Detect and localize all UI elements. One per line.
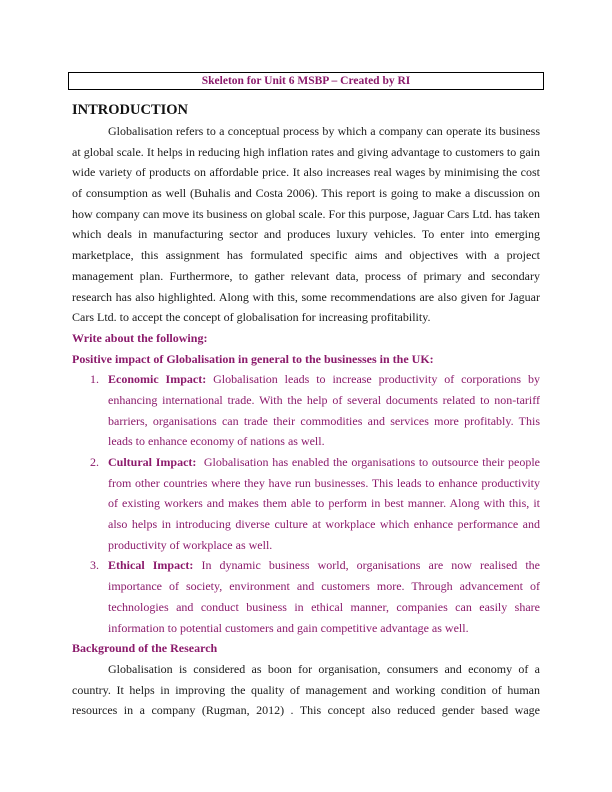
text-line [108,452,540,473]
impact-text: In dynamic business world, organisations are now realised the [193,558,540,573]
list-number: 2. [90,455,99,469]
text-line: marketplace, this assignment has formulated specific aims and objectives with a project [72,248,540,263]
list-number: 3. [90,558,99,573]
text-line: information to potential customers and gain competitive advantage as well. [108,620,469,635]
introduction-paragraph [72,121,540,328]
text-line: of existing workers and makes them able to perform in best manner. Along with this, it [108,496,540,511]
text-line: technologies and conduct business in ethical manner, companies can easily share [108,599,540,614]
text-line: productivity of workplace as well. [108,537,273,552]
text-line: at global scale. It helps in reducing high inflation rates and giving advantage to customers to gain [72,144,540,159]
positive-impact-heading: Positive impact of Globalisation in general to the businesses in the UK: [72,351,434,366]
impact-label: Cultural Impact: [108,455,197,469]
text-line: Cars Ltd. to accept the concept of globalisation for increasing profitability. [72,310,431,325]
text-line: Globalisation refers to a conceptual process by which a company can operate its business [108,124,540,138]
background-paragraph [72,659,540,721]
impact-list-item [72,555,540,638]
impact-text: Globalisation has enabled the organisations to outsource their people [196,455,540,469]
text-line: resources in a company (Rugman, 2012) . This concept also reduced gender based wage [72,703,540,718]
impact-text: Globalisation leads to increase productivity of corporations by [206,372,540,387]
impact-list [72,369,540,638]
text-line: Globalisation is considered as boon for organisation, consumers and economy of a [108,661,540,676]
background-heading: Background of the Research [72,641,218,656]
impact-label: Ethical Impact: [108,558,194,573]
text-line: enhancing international trade. With the help of several documents related to non-tariff [108,392,540,407]
text-line: importance of society, environment and customers more. Through advancement of [108,579,540,594]
introduction-heading: INTRODUCTION [72,102,189,118]
impact-list-item [72,369,540,452]
text-line: also helps in introducing diverse culture at workplace which enhance performance and [108,517,540,532]
text-line: management plan. Furthermore, to gather relevant data, process of primary and secondary [72,268,540,283]
text-line: from other countries where they have run businesses. This leads to enhance productivity [108,475,540,490]
write-about-heading: Write about the following: [72,330,208,345]
text-line: of consumption as well (Buhalis and Costa 2006). This report is going to make a discussion on [72,186,540,201]
text-line: country. It helps in improving the quality of management and working condition of human [72,682,540,697]
text-line [108,369,540,390]
impact-label: Economic Impact: [108,372,207,387]
document-header: Skeleton for Unit 6 MSBP – Created by RI [68,72,544,90]
text-line: barriers, organisations can trade their commodities and services more profitably. This [108,413,540,428]
list-number: 1. [90,372,99,387]
document-body [72,99,540,721]
text-line: how company can move its business on global scale. For this purpose, Jaguar Cars Ltd. has taken [72,206,540,221]
impact-list-item [72,452,540,555]
text-line: research has also highlighted. Along with this, some recommendations are also given for Jaguar [72,289,540,304]
text-line: leads to enhance economy of nations as well. [108,434,325,449]
text-line: which deals in manufacturing sector and produces luxury vehicles. To enter into emerging [72,227,540,242]
text-line [108,555,540,576]
text-line: wide variety of products on affordable price. It also increases real wages by minimising the cost [72,165,540,180]
